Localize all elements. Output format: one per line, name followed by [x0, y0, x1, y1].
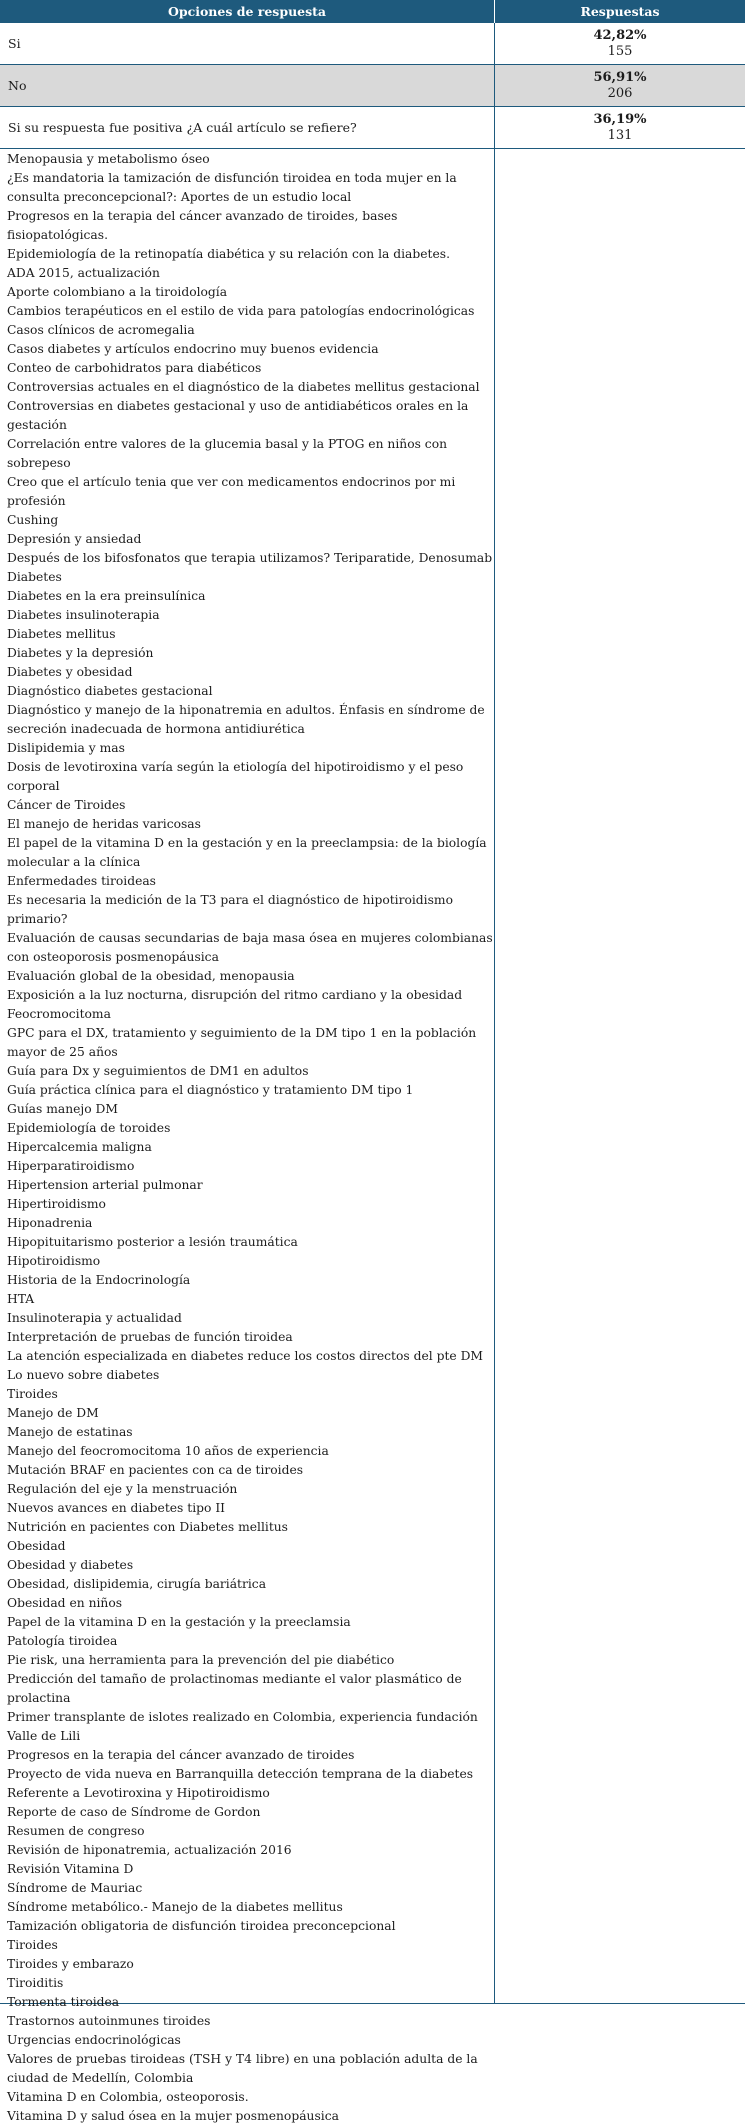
list-item: Tiroiditis — [7, 1976, 64, 1990]
list-item: Hiponadrenia — [7, 1216, 93, 1230]
list-item: Es necesaria la medición de la T3 para el diagnóstico de hipotiroidismo primario? — [7, 893, 453, 926]
option-label: No — [0, 65, 495, 106]
list-item: Proyecto de vida nueva en Barranquilla detección temprana de la diabetes — [7, 1767, 474, 1781]
list-item: Tiroides y embarazo — [7, 1957, 134, 1971]
list-item: Regulación del eje y la menstruación — [7, 1482, 238, 1496]
list-item: Progresos en la terapia del cáncer avanzado de tiroides, bases fisiopatológicas. — [7, 209, 398, 242]
list-item: El papel de la vitamina D en la gestación y en la preeclampsia: de la biología molecular a la clínica — [7, 836, 487, 869]
list-item: Controversias en diabetes gestacional y uso de antidiabéticos orales en la gestación — [7, 399, 469, 432]
list-item: Tamización obligatoria de disfunción tiroidea preconcepcional — [7, 1919, 396, 1933]
list-item: La atención especializada en diabetes reduce los costos directos del pte DM — [7, 1349, 484, 1363]
list-item: Hipotiroidismo — [7, 1254, 101, 1268]
list-item: Casos diabetes y artículos endocrino muy buenos evidencia — [7, 342, 379, 356]
list-item: Vitamina D en Colombia, osteoporosis. — [7, 2090, 249, 2104]
option-label: Si su respuesta fue positiva ¿A cuál artículo se refiere? — [0, 107, 495, 148]
header-options: Opciones de respuesta — [0, 0, 495, 23]
list-item: Tormenta tiroidea — [7, 1995, 120, 2009]
list-item: GPC para el DX, tratamiento y seguimiento de la DM tipo 1 en la población mayor de 25 años — [7, 1026, 477, 1059]
empty-response-cell — [495, 149, 745, 2003]
list-item: Tiroides — [7, 1938, 58, 1952]
response-cell — [495, 65, 745, 106]
list-item: El manejo de heridas varicosas — [7, 817, 201, 831]
list-item: Hipertiroidismo — [7, 1197, 106, 1211]
list-item: Diabetes y obesidad — [7, 665, 133, 679]
list-item: Manejo de DM — [7, 1406, 99, 1420]
response-percent: 56,91% — [593, 69, 647, 85]
table-row-no — [0, 65, 745, 107]
list-item: Controversias actuales en el diagnóstico de la diabetes mellitus gestacional — [7, 380, 480, 394]
list-item: Dosis de levotiroxina varía según la etiología del hipotiroidismo y el peso corporal — [7, 760, 464, 793]
list-item: Revisión Vitamina D — [7, 1862, 134, 1876]
list-item: Papel de la vitamina D en la gestación y la preeclamsia — [7, 1615, 351, 1629]
list-item: Diabetes — [7, 570, 62, 584]
list-item: Tiroides — [7, 1387, 58, 1401]
list-item: Evaluación global de la obesidad, menopausia — [7, 969, 295, 983]
list-item: Historia de la Endocrinología — [7, 1273, 191, 1287]
header-responses: Respuestas — [580, 4, 660, 19]
list-item: Trastornos autoinmunes tiroides — [7, 2014, 211, 2028]
list-item: HTA — [7, 1292, 35, 1306]
list-item: Casos clínicos de acromegalia — [7, 323, 195, 337]
table-row-question — [0, 107, 745, 149]
list-item: Exposición a la luz nocturna, disrupción del ritmo cardiano y la obesidad — [7, 988, 463, 1002]
list-item: ADA 2015, actualización — [7, 266, 160, 280]
list-item: Manejo del feocromocitoma 10 años de experiencia — [7, 1444, 329, 1458]
list-item: Insulinoterapia y actualidad — [7, 1311, 182, 1325]
response-count: 131 — [607, 127, 633, 143]
list-item: Vitamina D y salud ósea en la mujer posmenopáusica — [7, 2109, 339, 2123]
list-item: Interpretación de pruebas de función tiroidea — [7, 1330, 293, 1344]
list-item: Valores de pruebas tiroideas (TSH y T4 libre) en una población adulta de la ciudad de Medellín, Colombia — [7, 2052, 478, 2085]
response-count: 155 — [607, 43, 633, 59]
list-item: Aporte colombiano a la tiroidología — [7, 285, 228, 299]
list-item: Lo nuevo sobre diabetes — [7, 1368, 160, 1382]
list-item: Nuevos avances en diabetes tipo II — [7, 1501, 226, 1515]
list-item: Depresión y ansiedad — [7, 532, 142, 546]
list-item: Cambios terapéuticos en el estilo de vida para patologías endocrinológicas — [7, 304, 475, 318]
list-item: Obesidad y diabetes — [7, 1558, 134, 1572]
response-cell — [495, 23, 745, 64]
list-item: Hipercalcemia maligna — [7, 1140, 152, 1154]
list-item: Epidemiología de la retinopatía diabética y su relación con la diabetes. — [7, 247, 450, 261]
list-item: Obesidad, dislipidemia, cirugía bariátrica — [7, 1577, 267, 1591]
list-item: Epidemiología de toroides — [7, 1121, 171, 1135]
list-item: Diabetes en la era preinsulínica — [7, 589, 206, 603]
list-item: Síndrome metabólico.- Manejo de la diabetes mellitus — [7, 1900, 343, 1914]
list-item: Manejo de estatinas — [7, 1425, 133, 1439]
list-item: Guías manejo DM — [7, 1102, 118, 1116]
list-item: Hiperparatiroidismo — [7, 1159, 135, 1173]
list-item: Pie risk, una herramienta para la prevención del pie diabético — [7, 1653, 395, 1667]
list-item: Síndrome de Mauriac — [7, 1881, 143, 1895]
table-header — [0, 0, 745, 23]
response-percent: 42,82% — [593, 27, 647, 43]
list-item: Diabetes y la depresión — [7, 646, 154, 660]
list-item: Diabetes insulinoterapia — [7, 608, 160, 622]
response-count: 206 — [607, 85, 633, 101]
list-item: Hipertension arterial pulmonar — [7, 1178, 203, 1192]
list-item: Predicción del tamaño de prolactinomas mediante el valor plasmático de prolactina — [7, 1672, 462, 1705]
list-item: Hipopituitarismo posterior a lesión traumática — [7, 1235, 298, 1249]
list-item: Diagnóstico y manejo de la hiponatremia en adultos. Énfasis en síndrome de secreción inadecuada de hormona antidiurética — [7, 703, 485, 736]
list-item: Diabetes mellitus — [7, 627, 116, 641]
list-item: Progresos en la terapia del cáncer avanzado de tiroides — [7, 1748, 355, 1762]
list-item: Guía práctica clínica para el diagnóstico y tratamiento DM tipo 1 — [7, 1083, 414, 1097]
list-item: Obesidad en niños — [7, 1596, 123, 1610]
list-item: Revisión de hiponatremia, actualización 2016 — [7, 1843, 292, 1857]
list-item: Menopausia y metabolismo óseo — [7, 152, 210, 166]
list-item: Patología tiroidea — [7, 1634, 118, 1648]
list-item: Referente a Levotiroxina y Hipotiroidismo — [7, 1786, 270, 1800]
list-item: Dislipidemia y mas — [7, 741, 125, 755]
list-item: Primer transplante de islotes realizado en Colombia, experiencia fundación Valle de Lili — [7, 1710, 478, 1743]
list-item: Cáncer de Tiroides — [7, 798, 126, 812]
table-row-si — [0, 23, 745, 65]
article-list — [0, 149, 495, 2123]
list-item: Mutación BRAF en pacientes con ca de tiroides — [7, 1463, 304, 1477]
list-item: Guía para Dx y seguimientos de DM1 en adultos — [7, 1064, 309, 1078]
option-label: Si — [0, 23, 495, 64]
list-item: Cushing — [7, 513, 59, 527]
list-item: Evaluación de causas secundarias de baja masa ósea en mujeres colombianas con osteoporosis posmenopáusica — [7, 931, 493, 964]
list-item: Nutrición en pacientes con Diabetes mellitus — [7, 1520, 288, 1534]
list-item: Obesidad — [7, 1539, 66, 1553]
response-cell — [495, 107, 745, 148]
list-item: Creo que el artículo tenia que ver con medicamentos endocrinos por mi profesión — [7, 475, 456, 508]
list-item: Correlación entre valores de la glucemia basal y la PTOG en niños con sobrepeso — [7, 437, 448, 470]
list-item: Feocromocitoma — [7, 1007, 111, 1021]
list-item: Después de los bifosfonatos que terapia utilizamos? Teriparatide, Denosumab — [7, 551, 493, 565]
list-item: Resumen de congreso — [7, 1824, 145, 1838]
list-item: Diagnóstico diabetes gestacional — [7, 684, 213, 698]
list-item: Enfermedades tiroideas — [7, 874, 156, 888]
list-item: Reporte de caso de Síndrome de Gordon — [7, 1805, 261, 1819]
article-list-row — [0, 149, 745, 2123]
list-item: ¿Es mandatoria la tamización de disfunción tiroidea en toda mujer en la consulta preconcepcional?: Aportes de un estudio local — [7, 171, 457, 204]
list-item: Urgencias endocrinológicas — [7, 2033, 181, 2047]
response-percent: 36,19% — [593, 111, 647, 127]
list-item: Conteo de carbohidratos para diabéticos — [7, 361, 262, 375]
